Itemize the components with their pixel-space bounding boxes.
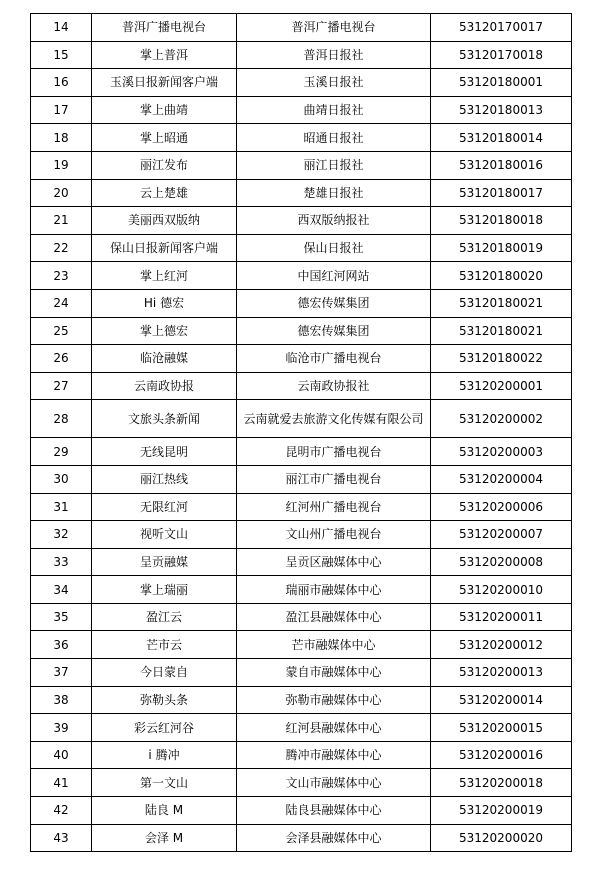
- license-code-cell: 53120170017: [431, 14, 572, 42]
- table-row: [31, 345, 572, 373]
- client-name-cell: 芒市云: [92, 631, 237, 659]
- table-row: [31, 548, 572, 576]
- license-code-cell: 53120200016: [431, 741, 572, 769]
- table-row: [31, 41, 572, 69]
- client-name-cell: 普洱广播电视台: [92, 14, 237, 42]
- row-number-cell: 25: [31, 317, 92, 345]
- client-name-cell: 第一文山: [92, 769, 237, 797]
- client-name-cell: 保山日报新闻客户端: [92, 234, 237, 262]
- row-number-cell: 14: [31, 14, 92, 42]
- organization-cell: 德宏传媒集团: [237, 317, 431, 345]
- license-code-cell: 53120200012: [431, 631, 572, 659]
- license-code-cell: 53120200020: [431, 824, 572, 852]
- table-row: [31, 151, 572, 179]
- client-name-cell: 弥勒头条: [92, 686, 237, 714]
- organization-cell: 普洱日报社: [237, 41, 431, 69]
- license-code-cell: 53120200006: [431, 493, 572, 521]
- table-row: [31, 659, 572, 687]
- table-row: [31, 69, 572, 97]
- organization-cell: 蒙自市融媒体中心: [237, 659, 431, 687]
- client-name-cell: 呈贡融媒: [92, 548, 237, 576]
- row-number-cell: 26: [31, 345, 92, 373]
- table-row: [31, 400, 572, 438]
- row-number-cell: 30: [31, 465, 92, 493]
- table-row: [31, 741, 572, 769]
- license-code-cell: 53120200008: [431, 548, 572, 576]
- client-name-cell: 掌上昭通: [92, 124, 237, 152]
- organization-cell: 西双版纳报社: [237, 207, 431, 235]
- table-row: [31, 521, 572, 549]
- row-number-cell: 43: [31, 824, 92, 852]
- license-code-cell: 53120180020: [431, 262, 572, 290]
- client-name-cell: 视听文山: [92, 521, 237, 549]
- client-name-cell: Hi 德宏: [92, 289, 237, 317]
- table-row: [31, 603, 572, 631]
- row-number-cell: 33: [31, 548, 92, 576]
- client-name-cell: 彩云红河谷: [92, 714, 237, 742]
- license-code-cell: 53120200018: [431, 769, 572, 797]
- license-code-cell: 53120180018: [431, 207, 572, 235]
- client-name-cell: 临沧融媒: [92, 345, 237, 373]
- license-code-cell: 53120180017: [431, 179, 572, 207]
- table-row: [31, 207, 572, 235]
- organization-cell: 临沧市广播电视台: [237, 345, 431, 373]
- organization-cell: 瑞丽市融媒体中心: [237, 576, 431, 604]
- row-number-cell: 27: [31, 372, 92, 400]
- client-name-cell: 掌上红河: [92, 262, 237, 290]
- organization-cell: 丽江市广播电视台: [237, 465, 431, 493]
- row-number-cell: 15: [31, 41, 92, 69]
- client-name-cell: 会泽 M: [92, 824, 237, 852]
- license-code-cell: 53120200014: [431, 686, 572, 714]
- table-row: [31, 262, 572, 290]
- row-number-cell: 36: [31, 631, 92, 659]
- organization-cell: 文山州广播电视台: [237, 521, 431, 549]
- table-row: [31, 179, 572, 207]
- row-number-cell: 32: [31, 521, 92, 549]
- client-name-cell: 无线昆明: [92, 438, 237, 466]
- table-row: [31, 438, 572, 466]
- organization-cell: 弥勒市融媒体中心: [237, 686, 431, 714]
- table-row: [31, 769, 572, 797]
- client-name-cell: 无限红河: [92, 493, 237, 521]
- organization-cell: 盈江县融媒体中心: [237, 603, 431, 631]
- row-number-cell: 34: [31, 576, 92, 604]
- row-number-cell: 29: [31, 438, 92, 466]
- license-code-cell: 53120200010: [431, 576, 572, 604]
- row-number-cell: 42: [31, 797, 92, 825]
- organization-cell: 芒市融媒体中心: [237, 631, 431, 659]
- license-code-cell: 53120200004: [431, 465, 572, 493]
- client-name-cell: 掌上曲靖: [92, 96, 237, 124]
- row-number-cell: 35: [31, 603, 92, 631]
- row-number-cell: 37: [31, 659, 92, 687]
- organization-cell: 腾冲市融媒体中心: [237, 741, 431, 769]
- license-code-cell: 53120180022: [431, 345, 572, 373]
- row-number-cell: 20: [31, 179, 92, 207]
- table-row: [31, 124, 572, 152]
- organization-cell: 云南政协报社: [237, 372, 431, 400]
- row-number-cell: 40: [31, 741, 92, 769]
- license-code-cell: 53120180001: [431, 69, 572, 97]
- organization-cell: 红河州广播电视台: [237, 493, 431, 521]
- organization-cell: 云南就爱去旅游文化传媒有限公司: [237, 400, 431, 438]
- row-number-cell: 21: [31, 207, 92, 235]
- organization-cell: 普洱广播电视台: [237, 14, 431, 42]
- row-number-cell: 19: [31, 151, 92, 179]
- license-code-cell: 53120200011: [431, 603, 572, 631]
- license-code-cell: 53120170018: [431, 41, 572, 69]
- table-row: [31, 824, 572, 852]
- license-code-cell: 53120200015: [431, 714, 572, 742]
- row-number-cell: 31: [31, 493, 92, 521]
- row-number-cell: 22: [31, 234, 92, 262]
- table-row: [31, 289, 572, 317]
- organization-cell: 楚雄日报社: [237, 179, 431, 207]
- row-number-cell: 28: [31, 400, 92, 438]
- client-name-cell: 丽江热线: [92, 465, 237, 493]
- client-name-cell: 掌上瑞丽: [92, 576, 237, 604]
- license-code-cell: 53120200002: [431, 400, 572, 438]
- organization-cell: 德宏传媒集团: [237, 289, 431, 317]
- license-code-cell: 53120180014: [431, 124, 572, 152]
- row-number-cell: 38: [31, 686, 92, 714]
- license-code-cell: 53120180016: [431, 151, 572, 179]
- license-code-cell: 53120200001: [431, 372, 572, 400]
- client-name-cell: 文旅头条新闻: [92, 400, 237, 438]
- organization-cell: 昭通日报社: [237, 124, 431, 152]
- row-number-cell: 16: [31, 69, 92, 97]
- client-name-cell: 美丽西双版纳: [92, 207, 237, 235]
- license-code-cell: 53120200003: [431, 438, 572, 466]
- row-number-cell: 23: [31, 262, 92, 290]
- client-name-cell: i 腾冲: [92, 741, 237, 769]
- row-number-cell: 18: [31, 124, 92, 152]
- license-code-cell: 53120180021: [431, 317, 572, 345]
- client-name-cell: 陆良 M: [92, 797, 237, 825]
- table-row: [31, 234, 572, 262]
- client-name-cell: 掌上德宏: [92, 317, 237, 345]
- organization-cell: 昆明市广播电视台: [237, 438, 431, 466]
- table-row: [31, 465, 572, 493]
- row-number-cell: 39: [31, 714, 92, 742]
- organization-cell: 呈贡区融媒体中心: [237, 548, 431, 576]
- client-name-cell: 掌上普洱: [92, 41, 237, 69]
- license-code-cell: 53120180019: [431, 234, 572, 262]
- registry-table: [30, 13, 572, 852]
- organization-cell: 保山日报社: [237, 234, 431, 262]
- organization-cell: 玉溪日报社: [237, 69, 431, 97]
- organization-cell: 红河县融媒体中心: [237, 714, 431, 742]
- row-number-cell: 41: [31, 769, 92, 797]
- license-code-cell: 53120200007: [431, 521, 572, 549]
- client-name-cell: 盈江云: [92, 603, 237, 631]
- organization-cell: 中国红河网站: [237, 262, 431, 290]
- table-row: [31, 372, 572, 400]
- client-name-cell: 云上楚雄: [92, 179, 237, 207]
- client-name-cell: 丽江发布: [92, 151, 237, 179]
- client-name-cell: 玉溪日报新闻客户端: [92, 69, 237, 97]
- organization-cell: 文山市融媒体中心: [237, 769, 431, 797]
- table-row: [31, 14, 572, 42]
- license-code-cell: 53120200013: [431, 659, 572, 687]
- license-code-cell: 53120180013: [431, 96, 572, 124]
- row-number-cell: 24: [31, 289, 92, 317]
- organization-cell: 曲靖日报社: [237, 96, 431, 124]
- table-row: [31, 714, 572, 742]
- table-row: [31, 96, 572, 124]
- table-row: [31, 317, 572, 345]
- table-body: [31, 14, 572, 852]
- table-row: [31, 576, 572, 604]
- license-code-cell: 53120200019: [431, 797, 572, 825]
- organization-cell: 丽江日报社: [237, 151, 431, 179]
- table-row: [31, 631, 572, 659]
- client-name-cell: 今日蒙自: [92, 659, 237, 687]
- organization-cell: 会泽县融媒体中心: [237, 824, 431, 852]
- organization-cell: 陆良县融媒体中心: [237, 797, 431, 825]
- row-number-cell: 17: [31, 96, 92, 124]
- client-name-cell: 云南政协报: [92, 372, 237, 400]
- table-row: [31, 686, 572, 714]
- license-code-cell: 53120180021: [431, 289, 572, 317]
- table-row: [31, 797, 572, 825]
- table-row: [31, 493, 572, 521]
